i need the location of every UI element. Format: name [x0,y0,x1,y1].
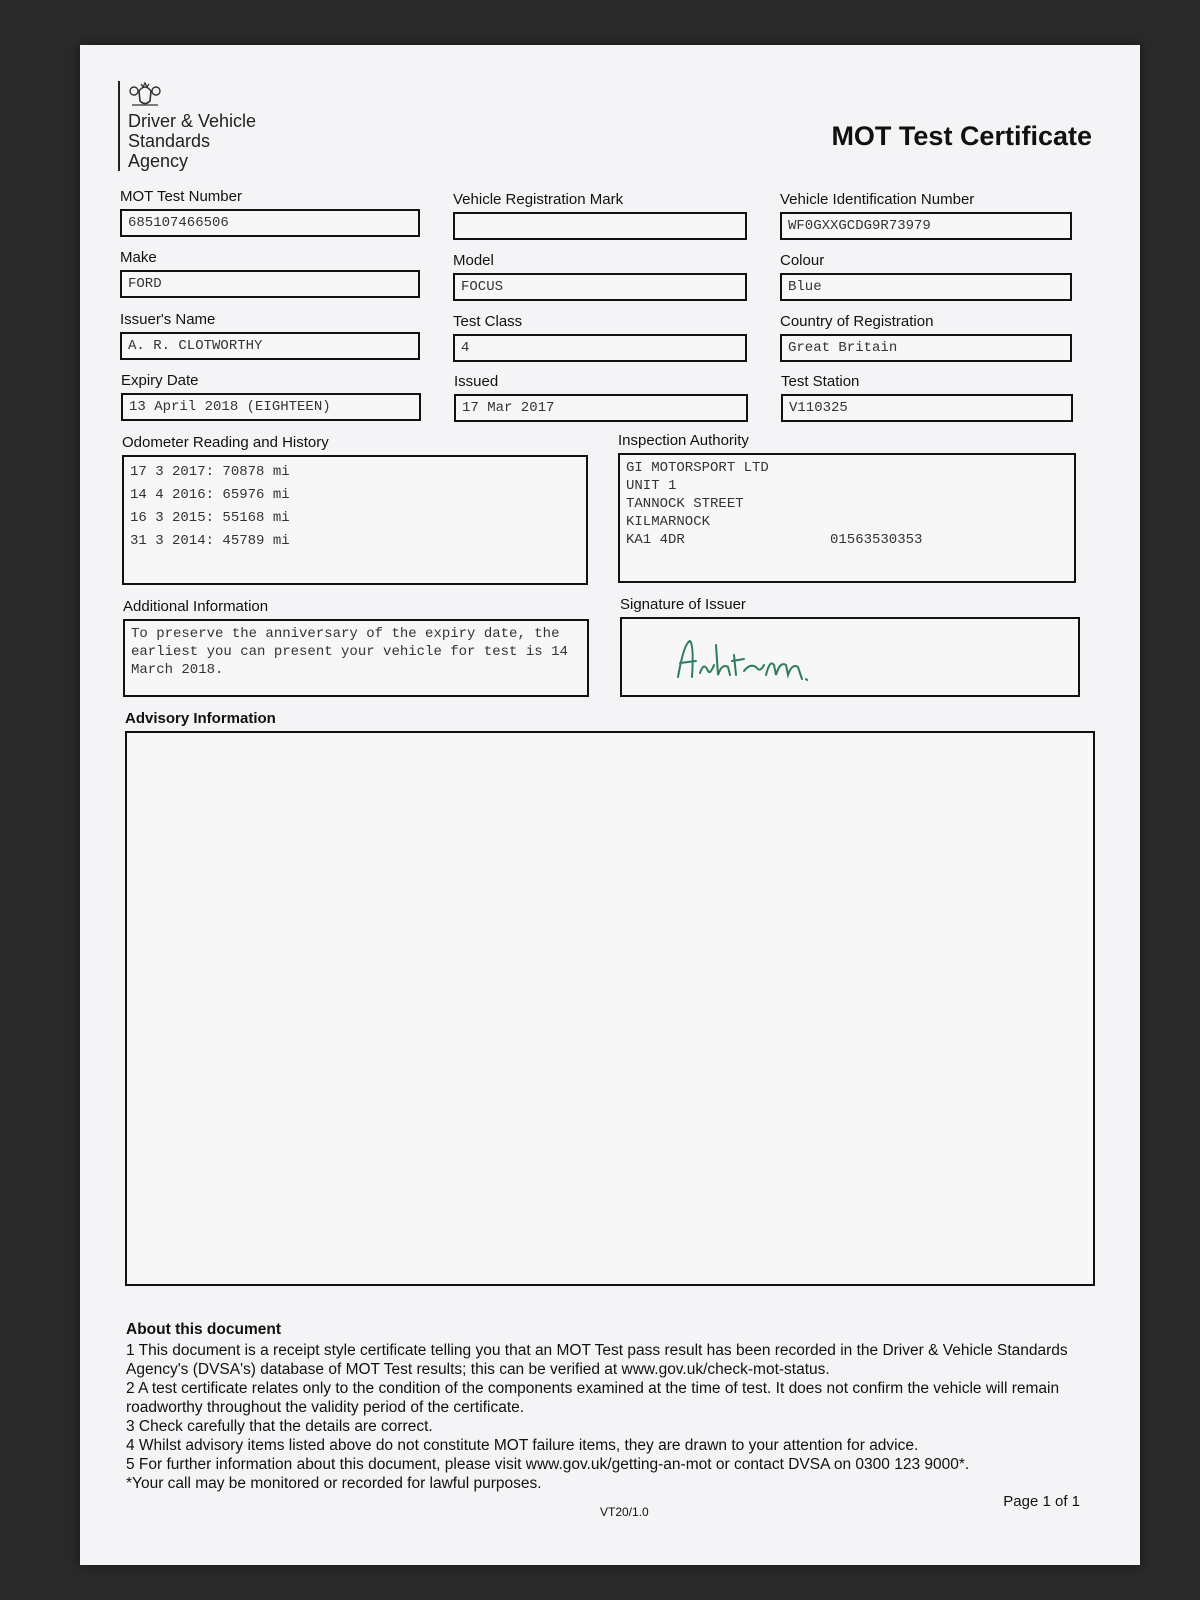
mot-test-number-value: 685107466506 [120,209,420,237]
authority-phone: 01563530353 [830,532,923,548]
dvsa-logo [118,81,256,171]
mot-test-number-field [120,188,420,237]
additional-information-section [123,598,589,697]
about-title: About this document [126,1321,281,1338]
odometer-entry: 14 4 2016: 65976 mi [130,487,290,503]
advisory-section [125,710,1095,1286]
test-class-field [453,313,747,362]
advisory-box [125,731,1095,1286]
authority-address-line: GI MOTORSPORT LTD [626,460,769,476]
test-class-value: 4 [453,334,747,362]
signature-label: Signature of Issuer [620,596,746,613]
country-field [780,313,1072,362]
certificate-page [80,45,1140,1565]
make-value: FORD [120,270,420,298]
model-value: FOCUS [453,273,747,301]
registration-mark-value [453,212,747,240]
odometer-history-box [122,455,588,585]
vin-value: WF0GXXGCDG9R73979 [780,212,1072,240]
royal-coat-of-arms-icon [128,81,162,107]
inspection-authority-box [618,453,1076,583]
model-label: Model [453,252,494,269]
authority-address-line: KILMARNOCK [626,514,711,530]
authority-address-line: KA1 4DR [626,532,685,548]
issued-label: Issued [454,373,499,390]
country-value: Great Britain [780,334,1072,362]
issuer-name-label: Issuer's Name [120,311,216,328]
about-paragraph: 2 A test certificate relates only to the condition of the components examined at the time of test. It does not confirm the vehicle will remain roadworthy throughout the validity period of the certificate. [126,1380,1060,1416]
vin-field [780,191,1072,240]
about-section [126,1320,1106,1493]
expiry-date-label: Expiry Date [121,372,199,389]
vin-label: Vehicle Identification Number [780,191,975,208]
advisory-label: Advisory Information [125,710,276,727]
authority-address-line: TANNOCK STREET [626,496,744,512]
odometer-section [122,434,588,585]
about-paragraph: 3 Check carefully that the details are correct. [126,1418,433,1435]
agency-name: Driver & Vehicle Standards Agency [128,111,257,171]
registration-mark-field [453,191,747,240]
make-label: Make [120,249,157,266]
signature-section [620,596,1080,697]
form-code: VT20/1.0 [600,1505,649,1519]
colour-value: Blue [780,273,1072,301]
issuer-name-field [120,311,420,360]
expiry-date-field [121,372,421,421]
additional-information-label: Additional Information [123,598,269,615]
test-station-label: Test Station [781,373,860,390]
about-footnote: *Your call may be monitored or recorded for lawful purposes. [126,1475,542,1492]
test-station-field [781,373,1073,422]
about-paragraph: 5 For further information about this document, please visit www.gov.uk/getting-an-mot or contact DVSA on 0300 123 9000*. [126,1456,970,1473]
document-title: MOT Test Certificate [831,121,1092,151]
issued-value: 17 Mar 2017 [454,394,748,422]
signature-box [620,617,1080,697]
model-field [453,252,747,301]
issued-field [454,373,748,422]
about-paragraph: 1 This document is a receipt style certificate telling you that an MOT Test pass result has been recorded in the Driver & Vehicle Standards Agency's (DVSA's) database of MOT Test results; this can be verified at www.gov.uk/check-mot-status. [126,1342,1068,1378]
authority-address-line: UNIT 1 [626,478,677,494]
odometer-entry: 31 3 2014: 45789 mi [130,533,290,549]
odometer-entry: 17 3 2017: 70878 mi [130,464,290,480]
handwritten-signature [674,635,874,685]
odometer-label: Odometer Reading and History [122,434,329,451]
odometer-entry: 16 3 2015: 55168 mi [130,510,290,526]
page-number: Page 1 of 1 [1003,1493,1080,1510]
issuer-name-value: A. R. CLOTWORTHY [120,332,420,360]
registration-mark-label: Vehicle Registration Mark [453,191,624,208]
about-paragraph: 4 Whilst advisory items listed above do not constitute MOT failure items, they are drawn to your attention for advice. [126,1437,919,1454]
country-label: Country of Registration [780,313,934,330]
make-field [120,249,420,298]
colour-field [780,252,1072,301]
inspection-authority-label: Inspection Authority [618,432,749,449]
mot-test-number-label: MOT Test Number [120,188,242,205]
additional-information-text: To preserve the anniversary of the expiry date, the earliest you can present your vehicle for test is 14 March 2018. [131,626,568,678]
expiry-date-value: 13 April 2018 (EIGHTEEN) [121,393,421,421]
test-class-label: Test Class [453,313,523,330]
signature-stroke [678,641,807,680]
inspection-authority-section [618,432,1076,583]
test-station-value: V110325 [781,394,1073,422]
colour-label: Colour [780,252,825,269]
additional-information-box [123,619,589,697]
